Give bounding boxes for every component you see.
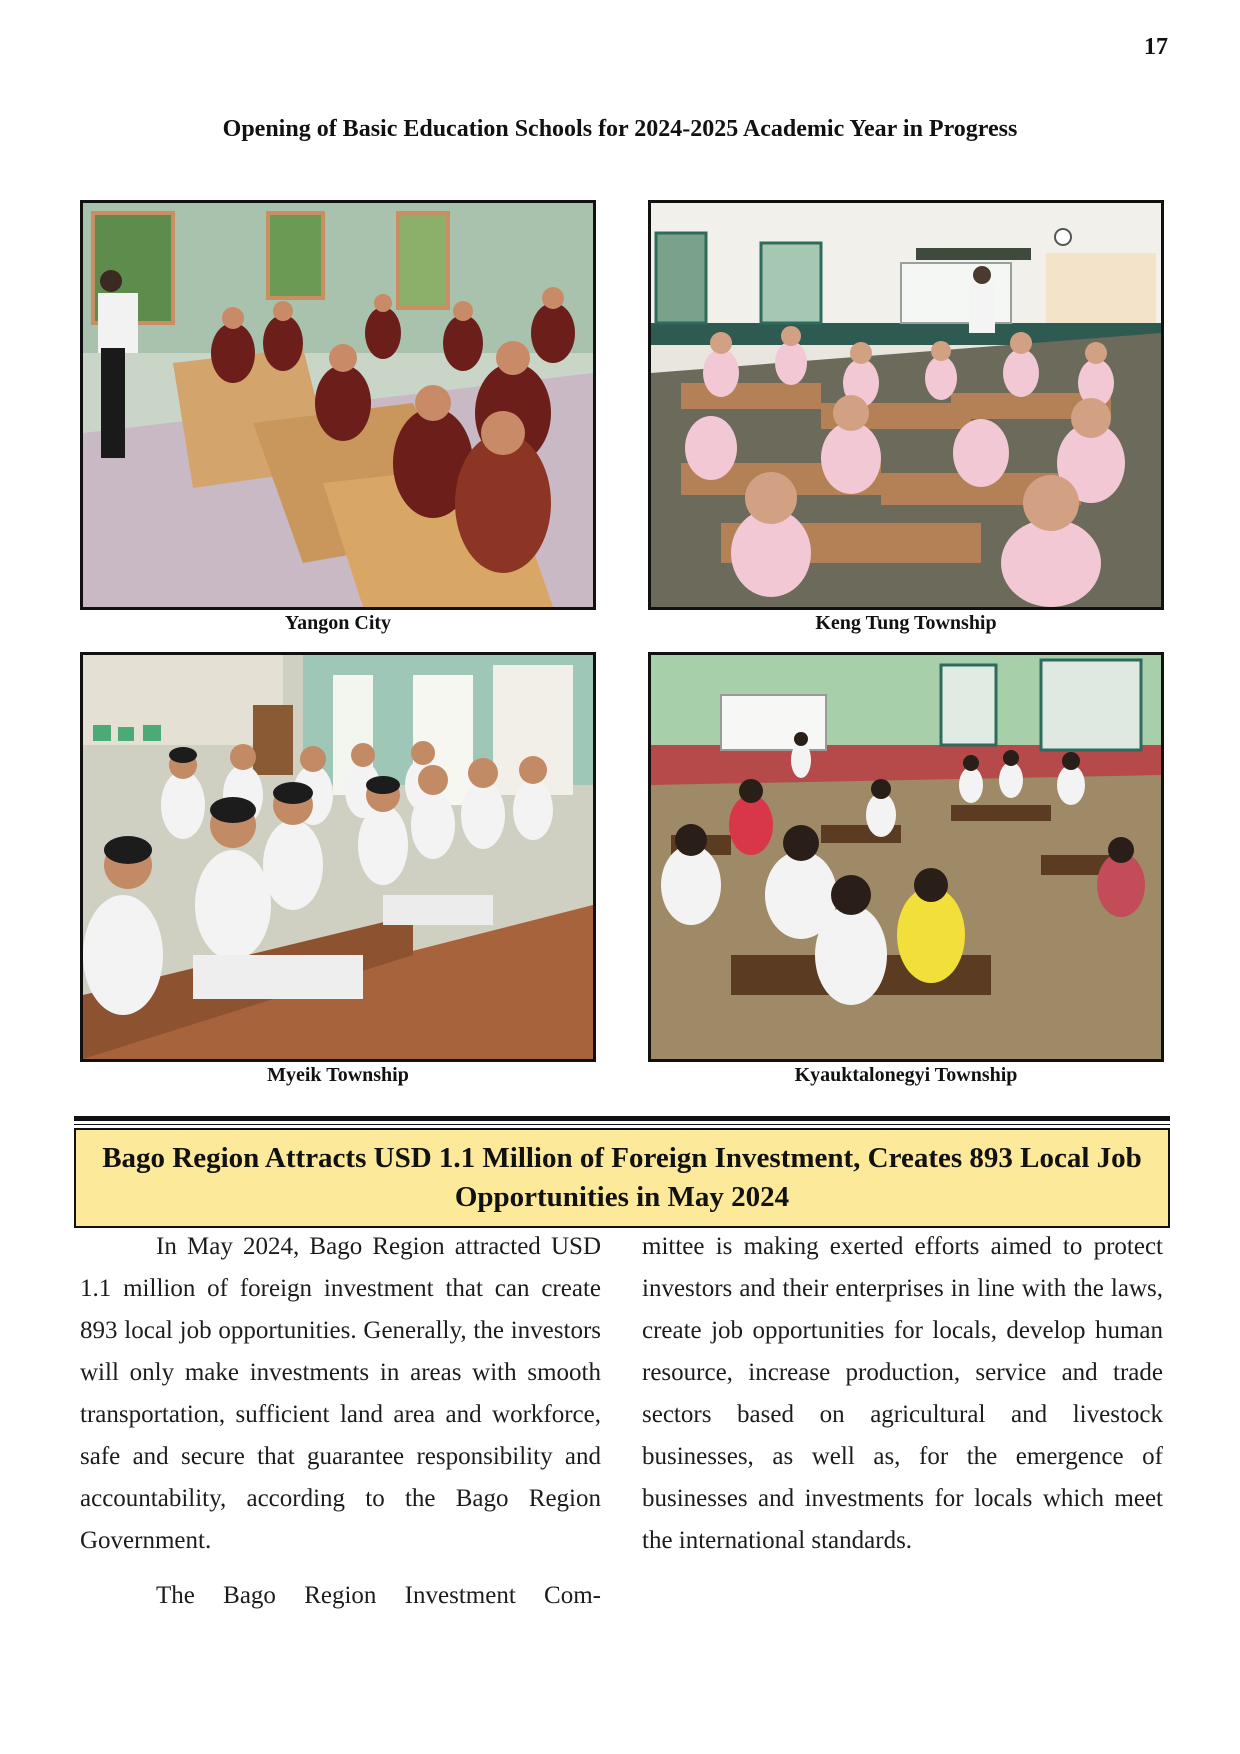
section-divider xyxy=(74,1116,1170,1121)
article-paragraph: mittee is making exerted efforts aimed to protect investors and their enterprises in line with the laws, create job opportunities for locals, develop human resource, increase production, service and trade sectors based on agricultural and livestock businesses, as well as, for the emergence of businesses and investments for locals which meet the international standards. xyxy=(642,1233,1163,1554)
photo-myeik-classroom xyxy=(80,652,596,1062)
photo-keng-tung-classroom xyxy=(648,200,1164,610)
article-paragraph: In May 2024, Bago Region attracted USD 1.1 million of foreign investment that can create 893 local job opportunities. Generally, the investors will only make investments in areas with smooth transportation, sufficient land area and workforce, safe and secure that guarantee responsibility and accountability, according to the Bago Region Government. xyxy=(80,1233,601,1554)
article-headline-box xyxy=(74,1128,1170,1228)
photo-caption: Keng Tung Township xyxy=(815,612,997,634)
article-column-left xyxy=(80,1226,601,1617)
article-headline: Bago Region Attracts USD 1.1 Million of Foreign Investment, Creates 893 Local Job Opportunities in May 2024 xyxy=(102,1142,1142,1213)
section-divider-thin xyxy=(74,1124,1170,1125)
photo-kyauktalonegyi-classroom xyxy=(648,652,1164,1062)
page-number: 17 xyxy=(1144,34,1168,60)
photo-yangon-classroom xyxy=(80,200,596,610)
classroom-photo-illustration xyxy=(83,203,593,607)
article-column-right xyxy=(642,1226,1163,1562)
classroom-photo-illustration xyxy=(83,655,593,1059)
photo-caption: Myeik Township xyxy=(267,1064,409,1086)
photo-caption: Yangon City xyxy=(284,612,392,634)
photo-caption: Kyauktalonegyi Township xyxy=(794,1064,1018,1086)
classroom-photo-illustration xyxy=(651,655,1161,1059)
section-title: Opening of Basic Education Schools for 2024-2025 Academic Year in Progress xyxy=(222,116,1018,142)
article-paragraph: The Bago Region Investment Com- xyxy=(156,1582,601,1609)
classroom-photo-illustration xyxy=(651,203,1161,607)
